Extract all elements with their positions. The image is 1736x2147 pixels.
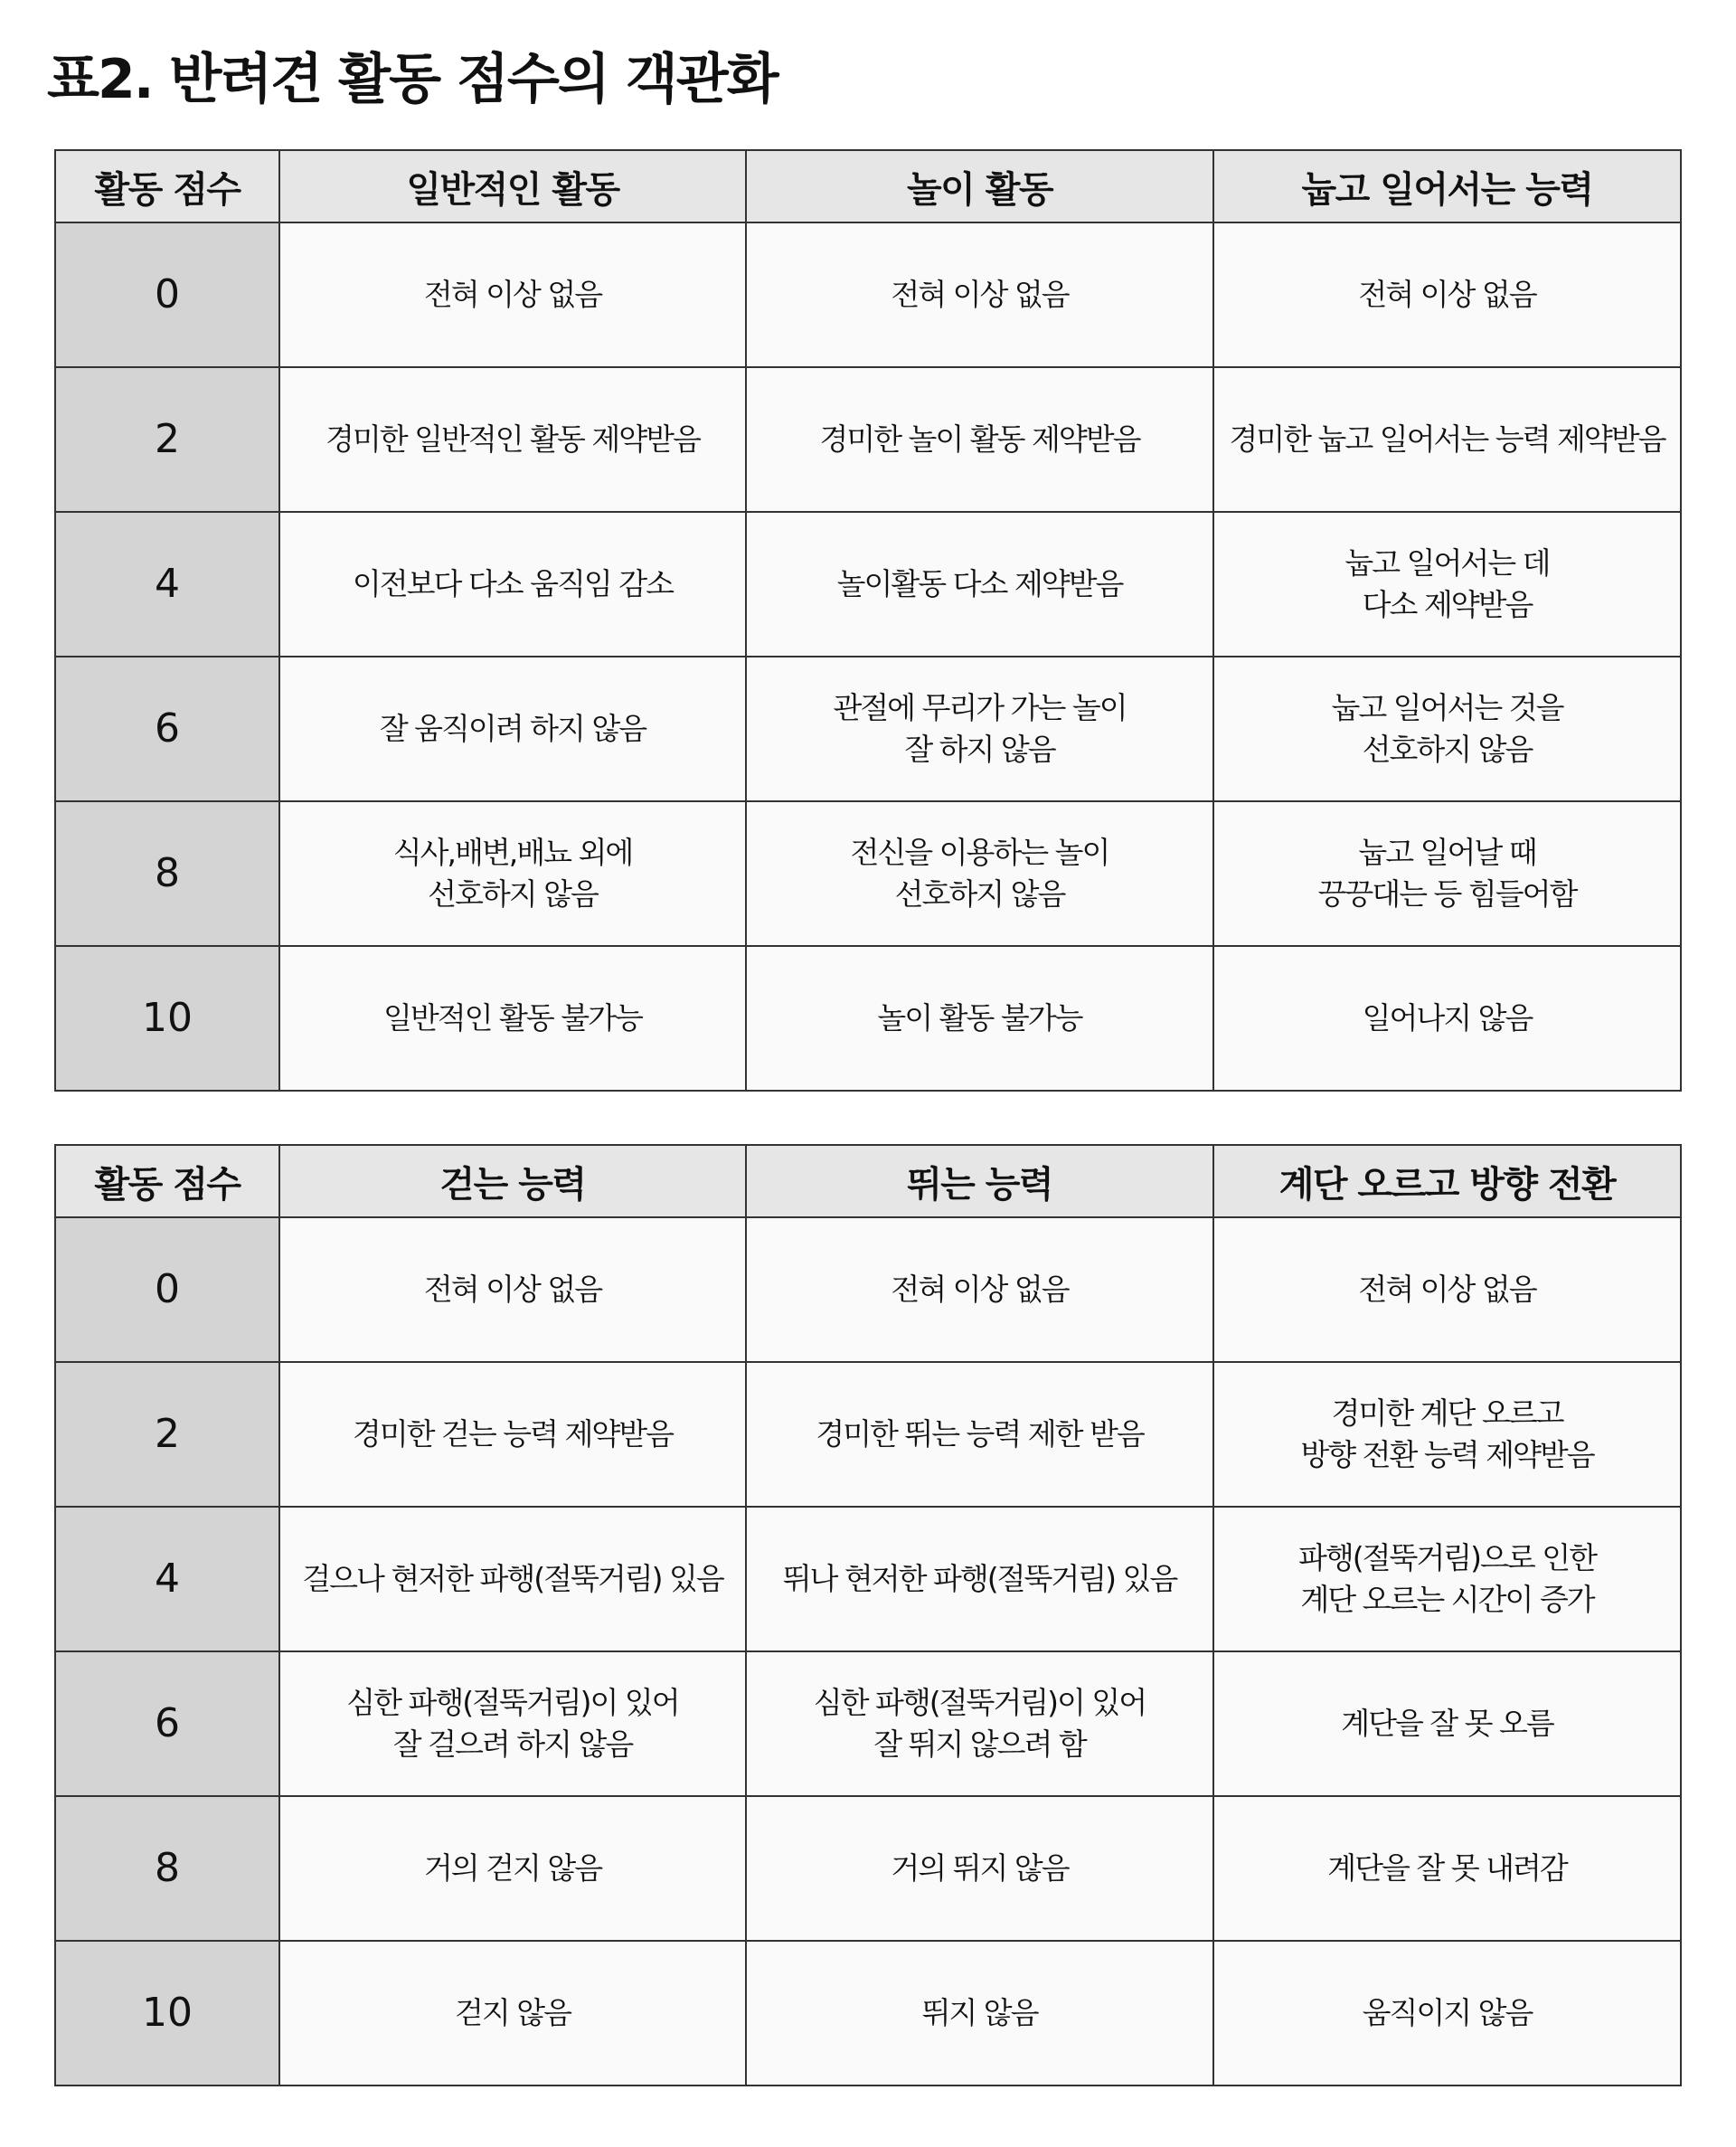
description-cell: 잘 움직이려 하지 않음 (279, 657, 746, 801)
description-cell: 일어나지 않음 (1213, 946, 1681, 1091)
description-cell: 거의 걷지 않음 (279, 1796, 746, 1941)
description-cell: 눕고 일어서는 것을 선호하지 않음 (1213, 657, 1681, 801)
description-cell: 관절에 무리가 가는 놀이 잘 하지 않음 (746, 657, 1213, 801)
description-cell: 경미한 계단 오르고 방향 전환 능력 제약받음 (1213, 1362, 1681, 1507)
header-lying-standing: 눕고 일어서는 능력 (1213, 150, 1681, 222)
score-cell: 4 (55, 1507, 279, 1651)
score-cell: 2 (55, 367, 279, 512)
description-cell: 걷지 않음 (279, 1941, 746, 2086)
header-general-activity: 일반적인 활동 (279, 150, 746, 222)
description-cell: 눕고 일어날 때 끙끙대는 등 힘들어함 (1213, 801, 1681, 946)
header-score: 활동 점수 (55, 150, 279, 222)
score-cell: 8 (55, 1796, 279, 1941)
description-cell: 전혀 이상 없음 (1213, 222, 1681, 367)
header-running: 뛰는 능력 (746, 1145, 1213, 1217)
description-cell: 식사,배변,배뇨 외에 선호하지 않음 (279, 801, 746, 946)
description-cell: 일반적인 활동 불가능 (279, 946, 746, 1091)
score-cell: 4 (55, 512, 279, 657)
score-cell: 10 (55, 1941, 279, 2086)
description-cell: 걸으나 현저한 파행(절뚝거림) 있음 (279, 1507, 746, 1651)
table-row (55, 512, 1681, 657)
score-cell: 6 (55, 1651, 279, 1796)
description-cell: 전신을 이용하는 놀이 선호하지 않음 (746, 801, 1213, 946)
score-cell: 0 (55, 222, 279, 367)
table-row (55, 1362, 1681, 1507)
header-walking: 걷는 능력 (279, 1145, 746, 1217)
description-cell: 심한 파행(절뚝거림)이 있어 잘 걸으려 하지 않음 (279, 1651, 746, 1796)
table-row (55, 1796, 1681, 1941)
description-cell: 뛰지 않음 (746, 1941, 1213, 2086)
table-row (55, 1651, 1681, 1796)
description-cell: 전혀 이상 없음 (279, 1217, 746, 1362)
description-cell: 경미한 걷는 능력 제약받음 (279, 1362, 746, 1507)
description-cell: 계단을 잘 못 내려감 (1213, 1796, 1681, 1941)
description-cell: 뛰나 현저한 파행(절뚝거림) 있음 (746, 1507, 1213, 1651)
page-title: 표2. 반려견 활동 점수의 객관화 (47, 48, 778, 111)
activity-score-table-2 (54, 1144, 1682, 2086)
description-cell: 전혀 이상 없음 (746, 222, 1213, 367)
table-row (55, 1507, 1681, 1651)
table-row (55, 367, 1681, 512)
description-cell: 전혀 이상 없음 (746, 1217, 1213, 1362)
description-cell: 놀이활동 다소 제약받음 (746, 512, 1213, 657)
activity-score-table-1 (54, 149, 1682, 1092)
description-cell: 전혀 이상 없음 (1213, 1217, 1681, 1362)
table-row (55, 946, 1681, 1091)
table-row (55, 801, 1681, 946)
table-row (55, 1217, 1681, 1362)
table-row (55, 222, 1681, 367)
score-cell: 10 (55, 946, 279, 1091)
description-cell: 경미한 놀이 활동 제약받음 (746, 367, 1213, 512)
description-cell: 전혀 이상 없음 (279, 222, 746, 367)
description-cell: 이전보다 다소 움직임 감소 (279, 512, 746, 657)
score-cell: 2 (55, 1362, 279, 1507)
description-cell: 놀이 활동 불가능 (746, 946, 1213, 1091)
table-row (55, 1941, 1681, 2086)
table-header-row (55, 1145, 1681, 1217)
score-cell: 8 (55, 801, 279, 946)
description-cell: 움직이지 않음 (1213, 1941, 1681, 2086)
header-score: 활동 점수 (55, 1145, 279, 1217)
table-row (55, 657, 1681, 801)
header-play-activity: 놀이 활동 (746, 150, 1213, 222)
header-stairs-turning: 계단 오르고 방향 전환 (1213, 1145, 1681, 1217)
table-header-row (55, 150, 1681, 222)
description-cell: 파행(절뚝거림)으로 인한 계단 오르는 시간이 증가 (1213, 1507, 1681, 1651)
score-cell: 6 (55, 657, 279, 801)
description-cell: 거의 뛰지 않음 (746, 1796, 1213, 1941)
description-cell: 계단을 잘 못 오름 (1213, 1651, 1681, 1796)
description-cell: 경미한 눕고 일어서는 능력 제약받음 (1213, 367, 1681, 512)
description-cell: 경미한 일반적인 활동 제약받음 (279, 367, 746, 512)
score-cell: 0 (55, 1217, 279, 1362)
description-cell: 심한 파행(절뚝거림)이 있어 잘 뛰지 않으려 함 (746, 1651, 1213, 1796)
description-cell: 눕고 일어서는 데 다소 제약받음 (1213, 512, 1681, 657)
description-cell: 경미한 뛰는 능력 제한 받음 (746, 1362, 1213, 1507)
